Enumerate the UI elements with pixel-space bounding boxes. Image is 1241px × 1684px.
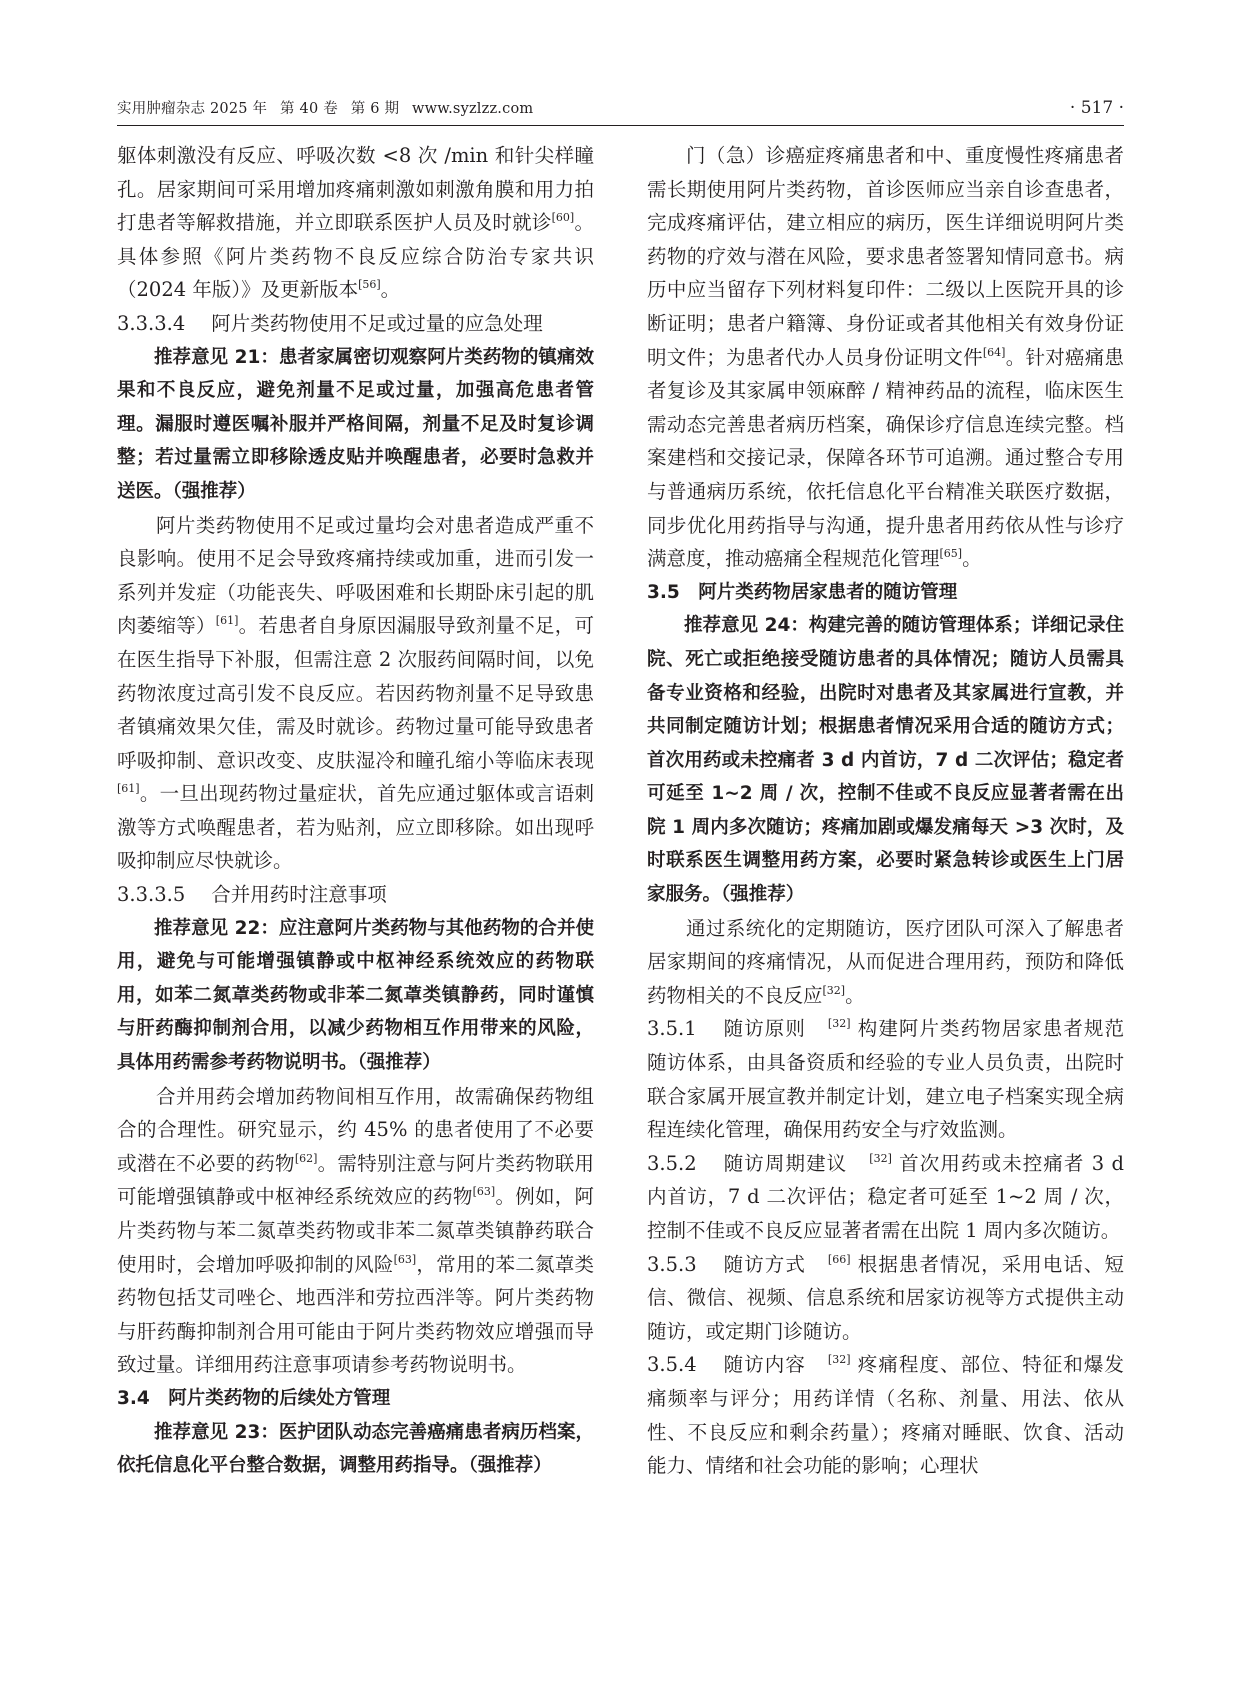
subsection-3-5-3: 3.5.3 随访方式 [66] 根据患者情况，采用电话、短信、微信、视频、信息系统和居家访视等方式提供主动随访，或定期门诊随访。 <box>647 1252 1124 1343</box>
citation: [66] <box>827 1252 851 1266</box>
right-column <box>647 139 1124 1483</box>
left-column <box>117 139 594 1483</box>
journal-name-year: 实用肿瘤杂志 2025 年 <box>117 101 268 117</box>
citation: [62] <box>294 1151 318 1165</box>
paragraph: 门（急）诊癌症疼痛患者和中、重度慢性疼痛患者需长期使用阿片类药物，首诊医师应当亲自诊查患者，完成疼痛评估，建立相应的病历，医生详细说明阿片类药物的疗效与潜在风险，要求患者签署知情同意书。病历中应当留存下列材料复印件：二级以上医院开具的诊断证明；患者户籍簿、身份证或者其他相关有效身份证明文件；为患者代办人员身份证明文件[64]。针对癌痛患者复诊及其家属申领麻醉 / 精神药品的流程，临床医生需动态完善患者病历档案，确保诊疗信息连续完整。档案建档和交接记录，保障各环节可追溯。通过整合专用与普通病历系统，依托信息化平台精准关联医疗数据，同步优化用药指导与沟通，提升患者用药依从性与诊疗满意度，推动癌痛全程规范化管理[65]。 <box>647 144 1124 571</box>
citation: [61] <box>117 782 140 796</box>
recommendation-24: 推荐意见 24：构建完善的随访管理体系；详细记录住院、死亡或拒绝接受随访患者的具体情况；随访人员需具备专业资格和经验，出院时对患者及其家属进行宣教，并共同制定随访计划；根据患者情况采用合适的随访方式；首次用药或未控痛者 3 d 内首访，7 d 二次评估；稳定者可延至 1~2 周 / 次，控制不佳或不良反应显著者需在出院 1 周内多次随访；疼痛加剧或爆发痛每天 >3 次时，及时联系医生调整用药方案，必要时紧急转诊或医生上门居家服务。（强推荐） <box>647 615 1124 906</box>
subsection-3-5-1: 3.5.1 随访原则 [32] 构建阿片类药物居家患者规范随访体系，由具备资质和经验的专业人员负责，出院时联合家属开展宣教并制定计划，建立电子档案实现全病程连续化管理，确保用药安全与疗效监测。 <box>647 1017 1124 1142</box>
citation: [32] <box>827 1353 851 1367</box>
section-heading-3-3-3-5: 3.3.3.5 合并用药时注意事项 <box>117 883 387 907</box>
citation: [63] <box>472 1185 496 1199</box>
subsection-3-5-4: 3.5.4 随访内容 [32] 疼痛程度、部位、特征和爆发痛频率与评分；用药详情（名称、剂量、用法、依从性、不良反应和剩余药量）；疼痛对睡眠、饮食、活动能力、情绪和社会功能的影响；心理状 <box>647 1353 1124 1478</box>
paragraph: 通过系统化的定期随访，医疗团队可深入了解患者居家期间的疼痛情况，从而促进合理用药，预防和降低药物相关的不良反应[32]。 <box>647 916 1124 1007</box>
journal-issue: 第 6 期 <box>350 101 400 117</box>
paragraph: 阿片类药物使用不足或过量均会对患者造成严重不良影响。使用不足会导致疼痛持续或加重，进而引发一系列并发症（功能丧失、呼吸困难和长期卧床引起的肌肉萎缩等）[61]。若患者自身原因漏服导致剂量不足，可在医生指导下补服，但需注意 2 次服药间隔时间，以免药物浓度过高引发不良反应。若因药物剂量不足导致患者镇痛效果欠佳，需及时就诊。药物过量可能导致患者呼吸抑制、意识改变、皮肤湿冷和瞳孔缩小等临床表现[61]。一旦出现药物过量症状，首先应通过躯体或言语刺激等方式唤醒患者，若为贴剂，应立即移除。如出现呼吸抑制应尽快就诊。 <box>117 513 594 873</box>
running-header <box>117 88 1124 126</box>
citation: [32] <box>822 983 846 997</box>
citation: [32] <box>827 1017 851 1031</box>
journal-volume: 第 40 卷 <box>280 101 338 117</box>
citation: [32] <box>869 1151 892 1165</box>
section-heading-3-5: 3.5 阿片类药物居家患者的随访管理 <box>647 581 958 603</box>
recommendation-21: 推荐意见 21：患者家属密切观察阿片类药物的镇痛效果和不良反应，避免剂量不足或过量，加强高危患者管理。漏服时遵医嘱补服并严格间隔，剂量不足及时复诊调整；若过量需立即移除透皮贴并唤醒患者，必要时急救并送医。（强推荐） <box>117 346 594 502</box>
citation: [63] <box>393 1252 417 1266</box>
paragraph: 合并用药会增加药物间相互作用，故需确保药物组合的合理性。研究显示，约 45% 的患者使用了不必要或潜在不必要的药物[62]。需特别注意与阿片类药物联用可能增强镇静或中枢神经系统效应的药物[63]。例如，阿片类药物与苯二氮䓬类药物或非苯二氮䓬类镇静药联合使用时，会增加呼吸抑制的风险[63]，常用的苯二氮䓬类药物包括艾司唑仑、地西泮和劳拉西泮等。阿片类药物与肝药酶抑制剂合用可能由于阿片类药物效应增强而导致过量。详细用药注意事项请参考药物说明书。 <box>117 1084 594 1377</box>
section-heading-3-3-3-4: 3.3.3.4 阿片类药物使用不足或过量的应急处理 <box>117 311 543 335</box>
citation: [61] <box>215 614 239 628</box>
recommendation-22: 推荐意见 22：应注意阿片类药物与其他药物的合并使用，避免与可能增强镇静或中枢神经系统效应的药物联用，如苯二氮䓬类药物或非苯二氮䓬类镇静药，同时谨慎与肝药酶抑制剂合用，以减少药物相互作用带来的风险，具体用药需参考药物说明书。（强推荐） <box>117 917 594 1074</box>
header-rule <box>117 125 1124 126</box>
citation: [60] <box>551 211 575 225</box>
section-heading-3-4: 3.4 阿片类药物的后续处方管理 <box>117 1387 391 1409</box>
citation: [65] <box>939 547 963 561</box>
journal-website: www.syzlzz.com <box>412 101 534 117</box>
page-number: · 517 · <box>1069 98 1124 118</box>
journal-info <box>117 97 541 118</box>
citation: [64] <box>982 345 1006 359</box>
subsection-3-5-2: 3.5.2 随访周期建议 [32] 首次用药或未控痛者 3 d 内首访，7 d 二次评估；稳定者可延至 1~2 周 / 次，控制不佳或不良反应显著者需在出院 1 周内多次随访。 <box>647 1151 1124 1242</box>
citation: [56] <box>358 278 381 292</box>
paragraph: 躯体刺激没有反应、呼吸次数 <8 次 /min 和针尖样瞳孔。居家期间可采用增加疼痛刺激如刺激角膜和用力拍打患者等解救措施，并立即联系医护人员及时就诊[60]。具体参照《阿片类药物不良反应综合防治专家共识（2024 年版）》及更新版本[56]。 <box>117 144 594 302</box>
recommendation-23: 推荐意见 23：医护团队动态完善癌痛患者病历档案，依托信息化平台整合数据，调整用药指导。（强推荐） <box>117 1421 594 1477</box>
